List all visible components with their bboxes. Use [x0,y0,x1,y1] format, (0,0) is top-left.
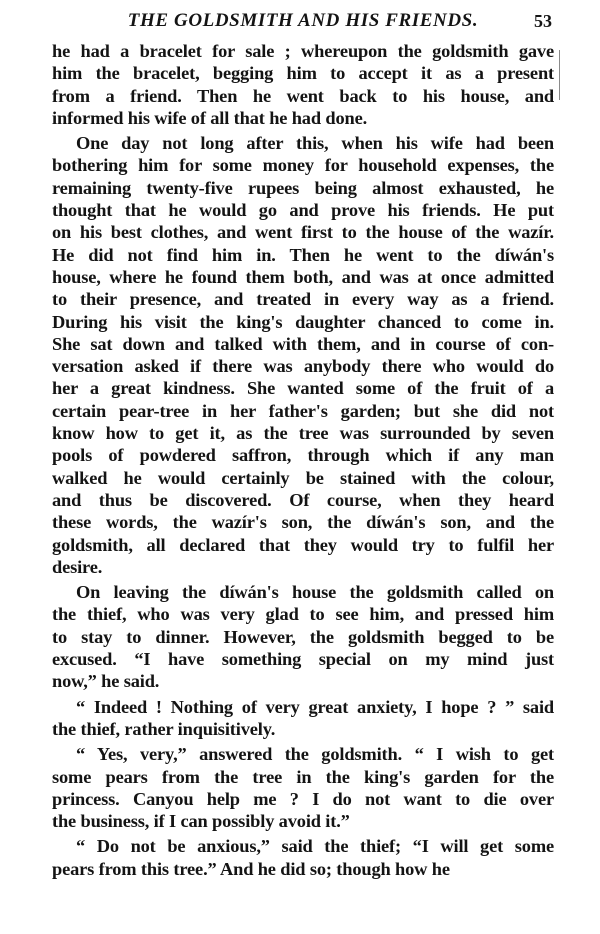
text-line: him the bracelet, begging him to accept it as a present [52,63,554,84]
text-line: some pears from the tree in the king's garden for the [52,766,554,787]
paragraph [52,743,554,832]
text-line: During his visit the king's daughter chanced to come in. [52,311,554,332]
text-line: He did not find him in. Then he went to the díwán's [52,244,554,265]
running-title: THE GOLDSMITH AND HIS FRIENDS. [127,10,479,31]
text-line: walked he would certainly be stained with the colour, [52,467,554,488]
margin-rule [559,50,560,100]
text-line: “ Yes, very,” answered the goldsmith. “ I wish to get [76,744,554,765]
text-line: She sat down and talked with them, and in course of con- [52,333,554,354]
text-line: on his best clothes, and went first to the house of the wazír. [52,222,554,243]
text-line: pears from this tree.” And he did so; though how he [52,858,450,879]
text-line: desire. [52,556,103,577]
paragraph [52,696,554,741]
text-line: from a friend. Then he went back to his house, and [52,85,554,106]
book-page [52,6,554,880]
page-number: 53 [534,11,552,31]
paragraph [52,581,554,692]
text-line: informed his wife of all that he had done. [52,107,368,128]
text-line: excused. “I have something special on my mind just [52,649,554,670]
text-line: remaining twenty-five rupees being almost exhausted, he [52,177,554,198]
text-line: thought that he would go and prove his friends. He put [52,200,554,221]
text-line: he had a bracelet for sale ; whereupon the goldsmith gave [52,41,554,61]
paragraph [52,40,554,129]
text-line: these words, the wazír's son, the díwán's son, and the [52,512,554,533]
text-line: now,” he said. [52,671,160,692]
text-line: On leaving the díwán's house the goldsmith called on [76,582,554,603]
text-line: the thief, rather inquisitively. [52,718,276,739]
running-head [52,6,554,40]
text-line: certain pear-tree in her father's garden; but she did not [52,400,554,421]
text-line: “ Do not be anxious,” said the thief; “I will get some [76,836,554,857]
text-line: to stay to dinner. However, the goldsmith begged to be [52,626,554,647]
text-line: the business, if I can possibly avoid it.” [52,811,350,832]
text-line: know how to get it, as the tree was surrounded by seven [52,423,554,444]
text-line: One day not long after this, when his wife had been [76,133,554,154]
paragraph [52,132,554,578]
text-line: princess. Canyou help me ? I do not want to die over [52,788,554,809]
text-line: house, where he found them both, and was at once admitted [52,266,554,287]
body-text [52,40,554,880]
text-line: and thus be discovered. Of course, when they heard [52,489,554,510]
text-line: to their presence, and treated in every way as a friend. [52,289,554,310]
paragraph [52,835,554,880]
text-line: goldsmith, all declared that they would try to fulfil her [52,534,554,555]
text-line: the thief, who was very glad to see him, and pressed him [52,604,554,625]
text-line: “ Indeed ! Nothing of very great anxiety, I hope ? ” said [76,696,554,717]
text-line: bothering him for some money for household expenses, the [52,155,554,176]
text-line: versation asked if there was anybody there who would do [52,356,554,377]
text-line: her a great kindness. She wanted some of the fruit of a [52,378,554,399]
text-line: pools of powdered saffron, through which if any man [52,445,554,466]
